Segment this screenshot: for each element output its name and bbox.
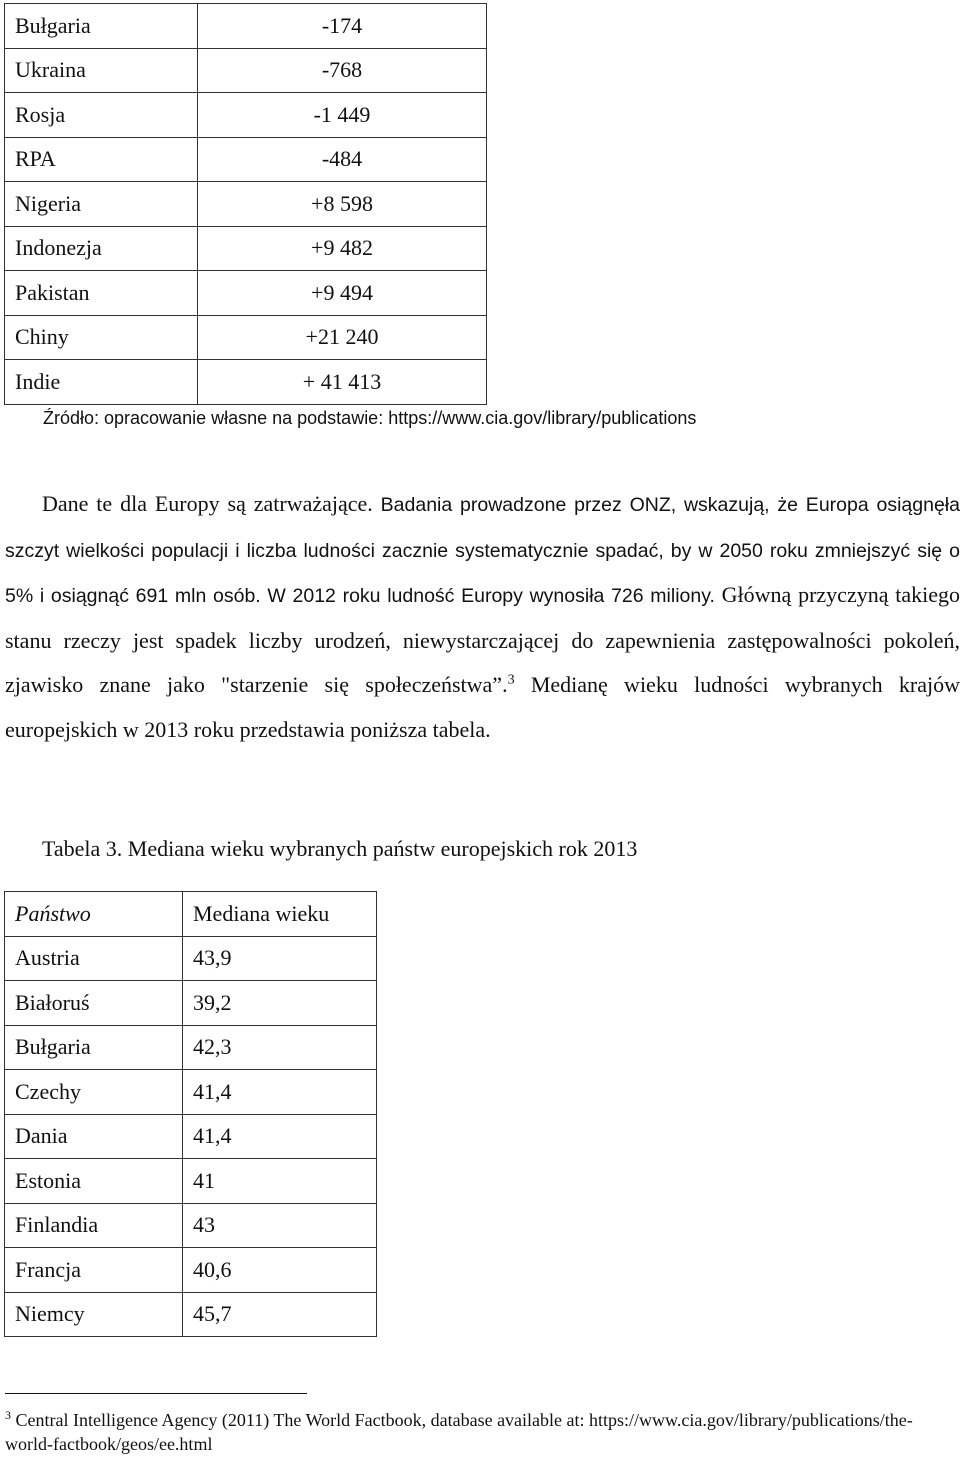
table-row [5,4,487,49]
median-cell: 41,4 [183,1070,377,1115]
table-row [5,1025,377,1070]
table-row [5,315,487,360]
country-cell: Ukraina [5,48,198,93]
value-cell: +9 482 [198,226,487,271]
table-header-row [5,892,377,937]
paragraph-statistics: Badania prowadzone przez ONZ, wskazują, że Europa osiągnęła szczyt wielkości populacji i liczba ludności zacznie systematycznie spadać, by w 2050 roku zmniejszyć się o 5% i osiągnąć 691 mln osób. W 2012 roku ludność Europy wynosiła 726 miliony. [5,494,960,607]
country-cell: Bułgaria [5,1025,183,1070]
footnote [5,1408,945,1456]
value-cell: -174 [198,4,487,49]
source-note: Źródło: opracowanie własne na podstawie: https://www.cia.gov/library/publications [43,408,697,428]
median-cell: 43 [183,1203,377,1248]
table-row [5,182,487,227]
country-cell: Niemcy [5,1292,183,1337]
country-cell: Rosja [5,93,198,138]
country-cell: Nigeria [5,182,198,227]
table-row [5,1070,377,1115]
country-cell: Czechy [5,1070,183,1115]
value-cell: +21 240 [198,315,487,360]
table-row [5,1248,377,1293]
header-country: Państwo [5,892,183,937]
footnote-divider [5,1393,307,1394]
table-row [5,936,377,981]
paragraph-lead: Dane te dla Europy są zatrważające. [42,491,381,516]
median-cell: 45,7 [183,1292,377,1337]
table-row [5,1203,377,1248]
median-cell: 43,9 [183,936,377,981]
value-cell: +8 598 [198,182,487,227]
table-row [5,226,487,271]
table-row [5,1159,377,1204]
country-cell: Indie [5,360,198,405]
value-cell: -768 [198,48,487,93]
country-cell: Dania [5,1114,183,1159]
table-row [5,137,487,182]
table-caption: Tabela 3. Mediana wieku wybranych państw europejskich rok 2013 [42,836,638,861]
country-cell: Bułgaria [5,4,198,49]
table-row [5,360,487,405]
median-age-table [4,891,377,1337]
country-cell: Indonezja [5,226,198,271]
population-change-table [4,3,487,405]
value-cell: + 41 413 [198,360,487,405]
value-cell: -1 449 [198,93,487,138]
table-row [5,981,377,1026]
country-cell: Finlandia [5,1203,183,1248]
country-cell: Pakistan [5,271,198,316]
table-row [5,1292,377,1337]
median-cell: 41,4 [183,1114,377,1159]
footnote-reference[interactable]: 3 [507,672,515,688]
paragraph-cause: Główną przyczyną takiego stanu rzeczy jest spadek liczby urodzeń, niewystarczającej do zapewnienia zastępowalności pokoleń, zjawisko znane jako "starzenie się społeczeństwa”. [5,582,960,697]
country-cell: Estonia [5,1159,183,1204]
country-cell: Białoruś [5,981,183,1026]
country-cell: RPA [5,137,198,182]
country-cell: Chiny [5,315,198,360]
header-median: Mediana wieku [183,892,377,937]
median-cell: 41 [183,1159,377,1204]
paragraph-closing: Medianę wieku ludności wybranych krajów europejskich w 2013 roku przedstawia poniższa tabela. [5,672,960,742]
country-cell: Francja [5,1248,183,1293]
footnote-number: 3 [5,1408,11,1422]
value-cell: -484 [198,137,487,182]
table-row [5,1114,377,1159]
median-cell: 39,2 [183,981,377,1026]
table-row [5,271,487,316]
country-cell: Austria [5,936,183,981]
median-cell: 40,6 [183,1248,377,1293]
value-cell: +9 494 [198,271,487,316]
body-paragraph [5,482,960,752]
table-row [5,93,487,138]
footnote-text: Central Intelligence Agency (2011) The World Factbook, database available at: https://www.cia.gov/library/publications/the-world-factbook/geos/ee.html [5,1410,913,1454]
median-cell: 42,3 [183,1025,377,1070]
table-row [5,48,487,93]
